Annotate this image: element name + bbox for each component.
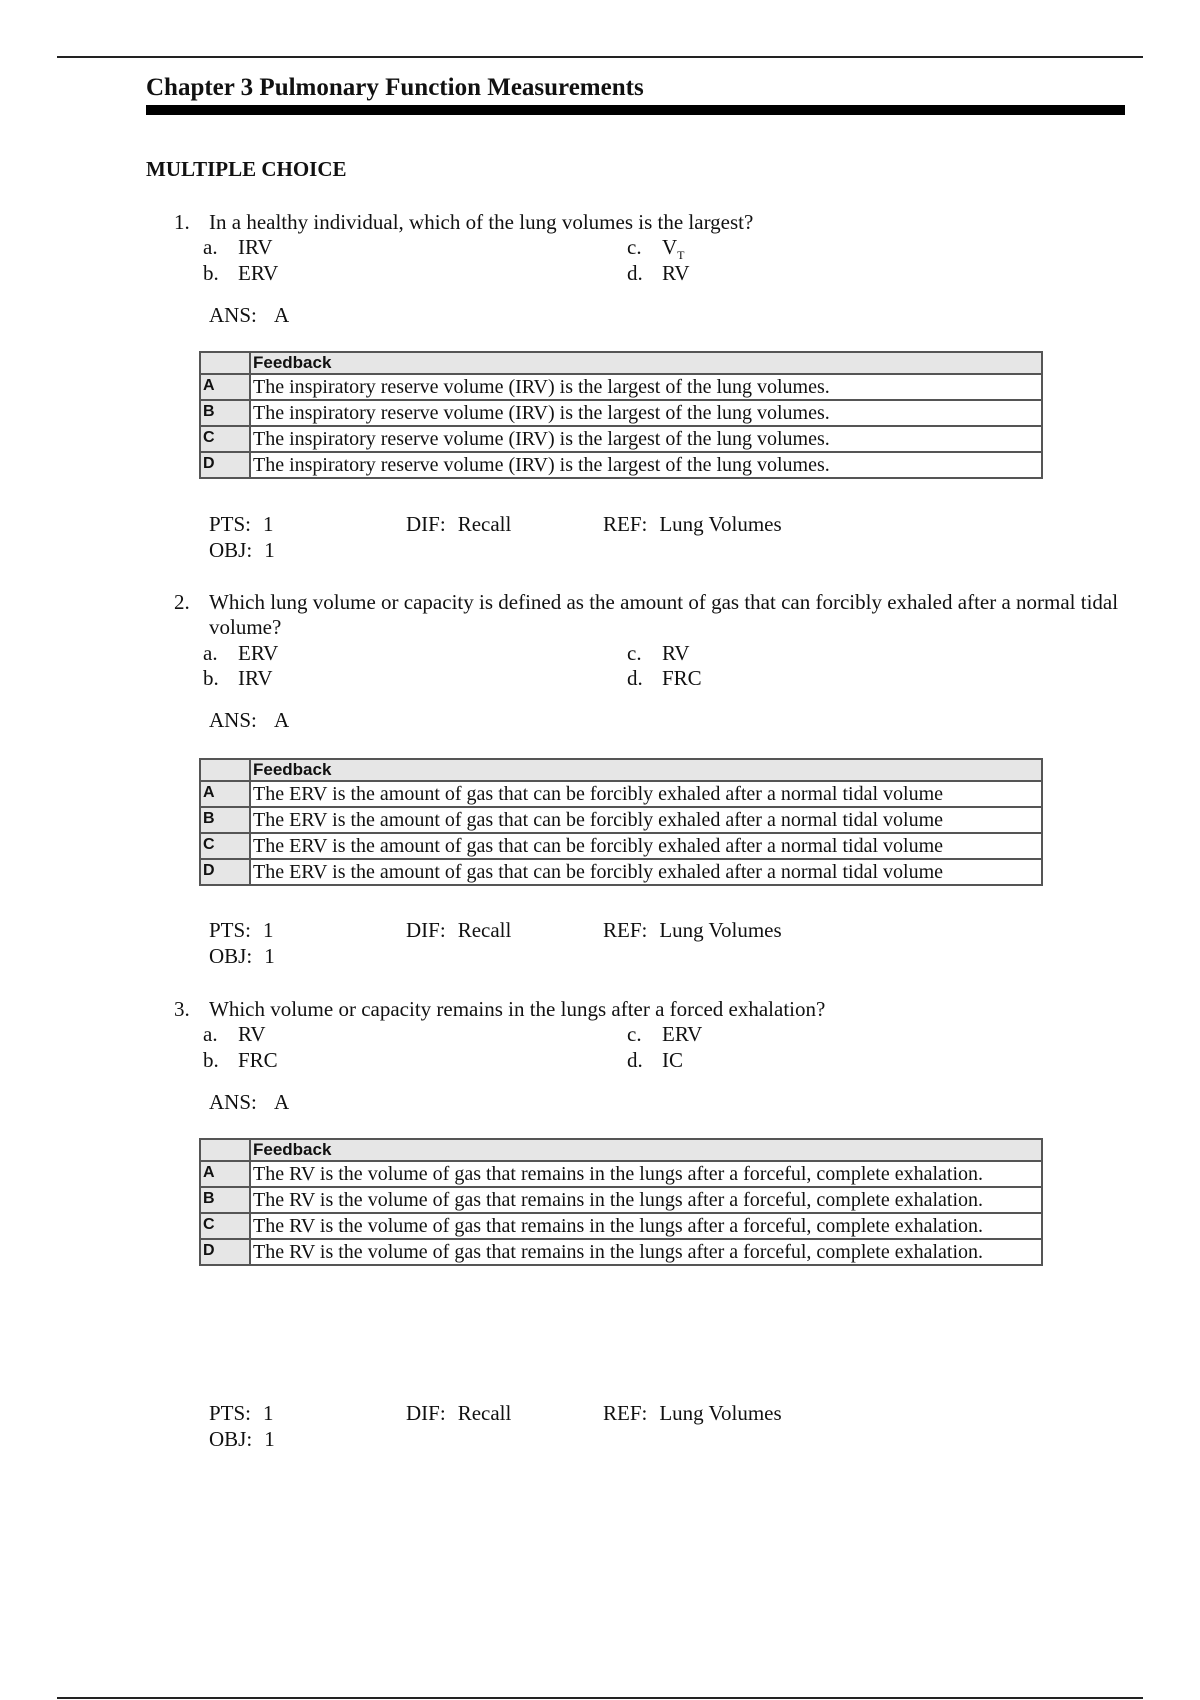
difficulty-label: DIF: [406,512,446,536]
feedback-key-header [200,352,250,374]
feedback-table [199,351,1043,479]
points-label: PTS: [209,918,252,942]
feedback-key: B [200,1187,250,1213]
feedback-text: The inspiratory reserve volume (IRV) is the largest of the lung volumes. [250,374,1042,400]
difficulty-label: DIF: [406,1401,446,1425]
choice-text: RV [238,1022,266,1046]
feedback-key: D [200,859,250,885]
feedback-row [200,1161,1042,1187]
choice-letter: a. [203,235,218,259]
answer-line [209,1090,289,1115]
feedback-text: The ERV is the amount of gas that can be forcibly exhaled after a normal tidal volume [250,833,1042,859]
question-number: 3. [174,997,190,1021]
objective-field [209,944,275,969]
top-rule [57,56,1143,58]
feedback-text: The RV is the volume of gas that remains in the lungs after a forceful, complete exhalation. [250,1239,1042,1265]
feedback-row [200,1213,1042,1239]
feedback-row [200,374,1042,400]
choice-letter: b. [203,1048,219,1072]
answer-label: ANS: [209,1090,257,1114]
choice-a [203,1022,266,1047]
question-number: 2. [174,590,190,614]
feedback-key: A [200,374,250,400]
reference-value: Lung Volumes [659,512,782,536]
feedback-text: The inspiratory reserve volume (IRV) is the largest of the lung volumes. [250,452,1042,478]
choice-b [203,666,272,691]
choice-letter: a. [203,641,218,665]
feedback-row [200,400,1042,426]
feedback-key: A [200,1161,250,1187]
choice-d [627,261,690,286]
difficulty-value: Recall [457,918,512,942]
feedback-table [199,758,1043,886]
chapter-title: Chapter 3 Pulmonary Function Measurements [146,74,644,101]
objective-field [209,538,275,563]
reference-label: REF: [603,1401,648,1425]
feedback-row [200,426,1042,452]
feedback-text: The ERV is the amount of gas that can be forcibly exhaled after a normal tidal volume [250,859,1042,885]
choice-letter: b. [203,666,219,690]
feedback-key-header [200,1139,250,1161]
difficulty-label: DIF: [406,918,446,942]
answer-label: ANS: [209,303,257,327]
answer-value: A [274,303,290,327]
objective-value: 1 [264,1427,275,1451]
title-underline-bar [146,105,1125,115]
feedback-key: A [200,781,250,807]
choice-b [203,261,278,286]
feedback-text: The RV is the volume of gas that remains in the lungs after a forceful, complete exhalation. [250,1187,1042,1213]
feedback-row [200,833,1042,859]
objective-label: OBJ: [209,1427,253,1451]
feedback-header: Feedback [250,759,1042,781]
choice-subscript: T [677,248,685,263]
question-number: 1. [174,210,190,234]
choice-text: ERV [662,1022,703,1046]
reference-field [603,512,782,537]
feedback-row [200,807,1042,833]
objective-value: 1 [264,538,275,562]
feedback-row [200,1187,1042,1213]
reference-label: REF: [603,512,648,536]
answer-value: A [274,1090,290,1114]
choice-letter: d. [627,666,643,690]
question-text: Which lung volume or capacity is defined as the amount of gas that can forcibly exhaled after a normal tidal volume? [209,590,1119,639]
points-value: 1 [263,1401,274,1425]
choice-d [627,1048,683,1073]
objective-label: OBJ: [209,944,253,968]
choice-letter: c. [627,235,642,259]
difficulty-value: Recall [457,1401,512,1425]
difficulty-field [406,918,511,943]
feedback-row [200,781,1042,807]
feedback-header: Feedback [250,1139,1042,1161]
feedback-key: C [200,833,250,859]
choice-d [627,666,702,691]
answer-line [209,303,289,328]
reference-value: Lung Volumes [659,918,782,942]
difficulty-value: Recall [457,512,512,536]
feedback-key-header [200,759,250,781]
reference-value: Lung Volumes [659,1401,782,1425]
answer-value: A [274,708,290,732]
section-heading: MULTIPLE CHOICE [146,157,347,181]
objective-field [209,1427,275,1452]
reference-field [603,918,782,943]
objective-label: OBJ: [209,538,253,562]
difficulty-field [406,512,511,537]
objective-value: 1 [264,944,275,968]
answer-line [209,708,289,733]
feedback-key: C [200,426,250,452]
choice-text: ERV [238,261,279,285]
feedback-row [200,1239,1042,1265]
question-text: Which volume or capacity remains in the lungs after a forced exhalation? [209,997,826,1021]
choice-c [627,1022,702,1047]
choice-letter: d. [627,261,643,285]
answer-label: ANS: [209,708,257,732]
feedback-key: B [200,807,250,833]
feedback-key: D [200,452,250,478]
points-field [209,512,274,537]
points-field [209,1401,274,1426]
reference-label: REF: [603,918,648,942]
choice-a [203,235,272,260]
feedback-text: The RV is the volume of gas that remains in the lungs after a forceful, complete exhalation. [250,1213,1042,1239]
feedback-row [200,859,1042,885]
feedback-text: The ERV is the amount of gas that can be forcibly exhaled after a normal tidal volume [250,781,1042,807]
points-field [209,918,274,943]
feedback-row [200,452,1042,478]
choice-a [203,641,278,666]
choice-text: FRC [238,1048,278,1072]
difficulty-field [406,1401,511,1426]
choice-text: ERV [238,641,279,665]
choice-letter: c. [627,641,642,665]
choice-text: RV [662,641,690,665]
feedback-header-row [200,352,1042,374]
choice-text: FRC [662,666,702,690]
reference-field [603,1401,782,1426]
points-value: 1 [263,918,274,942]
choice-c [627,641,690,666]
points-label: PTS: [209,1401,252,1425]
feedback-text: The inspiratory reserve volume (IRV) is the largest of the lung volumes. [250,426,1042,452]
feedback-text: The ERV is the amount of gas that can be forcibly exhaled after a normal tidal volume [250,807,1042,833]
feedback-text: The inspiratory reserve volume (IRV) is the largest of the lung volumes. [250,400,1042,426]
choice-text: IRV [238,666,273,690]
question-text: In a healthy individual, which of the lung volumes is the largest? [209,210,754,234]
feedback-header-row [200,759,1042,781]
points-value: 1 [263,512,274,536]
choice-letter: c. [627,1022,642,1046]
feedback-text: The RV is the volume of gas that remains in the lungs after a forceful, complete exhalation. [250,1161,1042,1187]
feedback-table [199,1138,1043,1266]
feedback-key: C [200,1213,250,1239]
choice-text: RV [662,261,690,285]
choice-letter: b. [203,261,219,285]
feedback-header-row [200,1139,1042,1161]
choice-letter: a. [203,1022,218,1046]
choice-b [203,1048,278,1073]
choice-letter: d. [627,1048,643,1072]
choice-text: IRV [238,235,273,259]
bottom-rule [57,1697,1143,1699]
points-label: PTS: [209,512,252,536]
choice-text: V [662,235,678,259]
feedback-key: D [200,1239,250,1265]
feedback-key: B [200,400,250,426]
feedback-header: Feedback [250,352,1042,374]
choice-text: IC [662,1048,683,1072]
